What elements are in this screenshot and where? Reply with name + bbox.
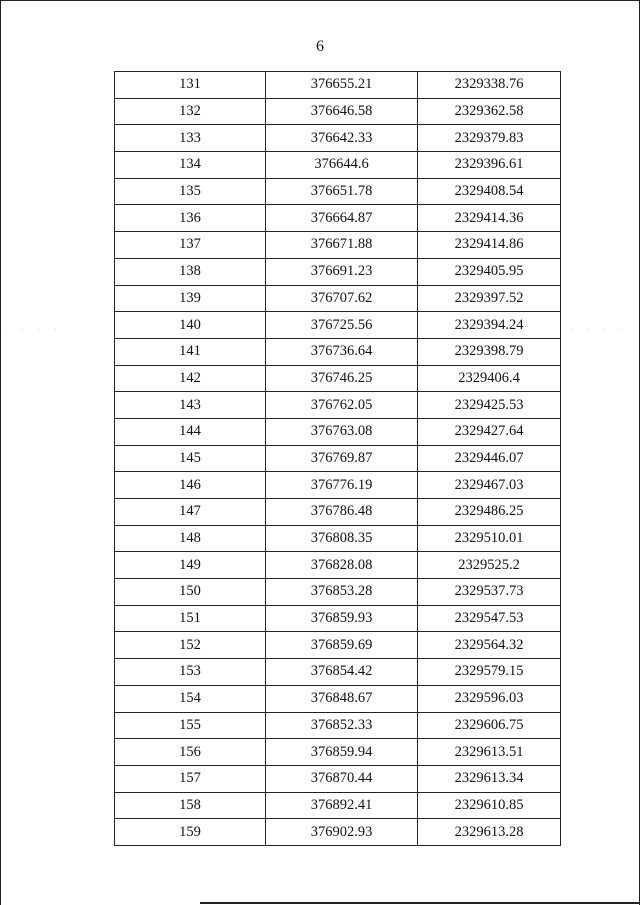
table-row <box>115 258 561 285</box>
point-number-cell: 157 <box>115 765 266 792</box>
point-number-cell: 142 <box>115 365 266 392</box>
table-row <box>115 445 561 472</box>
y-coordinate-cell: 2329362.58 <box>418 98 561 125</box>
scan-artifact-right: · · · · <box>570 326 629 335</box>
x-coordinate-cell: 376828.08 <box>266 552 418 579</box>
y-coordinate-cell: 2329564.32 <box>418 632 561 659</box>
point-number-cell: 148 <box>115 525 266 552</box>
x-coordinate-cell: 376808.35 <box>266 525 418 552</box>
table-row <box>115 72 561 99</box>
table-row <box>115 499 561 526</box>
y-coordinate-cell: 2329446.07 <box>418 445 561 472</box>
x-coordinate-cell: 376707.62 <box>266 285 418 312</box>
table-row <box>115 285 561 312</box>
point-number-cell: 145 <box>115 445 266 472</box>
coordinates-table <box>114 71 561 846</box>
x-coordinate-cell: 376763.08 <box>266 418 418 445</box>
table-row <box>115 632 561 659</box>
y-coordinate-cell: 2329467.03 <box>418 472 561 499</box>
table-row <box>115 232 561 259</box>
point-number-cell: 150 <box>115 579 266 606</box>
y-coordinate-cell: 2329613.28 <box>418 819 561 846</box>
point-number-cell: 143 <box>115 392 266 419</box>
x-coordinate-cell: 376848.67 <box>266 685 418 712</box>
y-coordinate-cell: 2329486.25 <box>418 499 561 526</box>
x-coordinate-cell: 376853.28 <box>266 579 418 606</box>
y-coordinate-cell: 2329408.54 <box>418 178 561 205</box>
y-coordinate-cell: 2329579.15 <box>418 659 561 686</box>
table-row <box>115 685 561 712</box>
scan-border-left <box>0 0 1 905</box>
point-number-cell: 146 <box>115 472 266 499</box>
point-number-cell: 138 <box>115 258 266 285</box>
table-row <box>115 418 561 445</box>
table-row <box>115 312 561 339</box>
point-number-cell: 131 <box>115 72 266 99</box>
point-number-cell: 149 <box>115 552 266 579</box>
x-coordinate-cell: 376664.87 <box>266 205 418 232</box>
point-number-cell: 134 <box>115 152 266 179</box>
table-row <box>115 819 561 846</box>
table-row <box>115 338 561 365</box>
x-coordinate-cell: 376859.69 <box>266 632 418 659</box>
point-number-cell: 156 <box>115 739 266 766</box>
x-coordinate-cell: 376725.56 <box>266 312 418 339</box>
point-number-cell: 136 <box>115 205 266 232</box>
x-coordinate-cell: 376769.87 <box>266 445 418 472</box>
table-row <box>115 712 561 739</box>
table-row <box>115 525 561 552</box>
scan-artifact-left: · · · · <box>4 326 63 335</box>
x-coordinate-cell: 376655.21 <box>266 72 418 99</box>
x-coordinate-cell: 376646.58 <box>266 98 418 125</box>
x-coordinate-cell: 376644.6 <box>266 152 418 179</box>
y-coordinate-cell: 2329613.51 <box>418 739 561 766</box>
point-number-cell: 147 <box>115 499 266 526</box>
coordinates-table-body <box>115 72 561 846</box>
x-coordinate-cell: 376902.93 <box>266 819 418 846</box>
point-number-cell: 158 <box>115 792 266 819</box>
page-number: 6 <box>316 38 324 55</box>
y-coordinate-cell: 2329394.24 <box>418 312 561 339</box>
x-coordinate-cell: 376642.33 <box>266 125 418 152</box>
scan-border-bottom <box>200 902 640 904</box>
point-number-cell: 133 <box>115 125 266 152</box>
y-coordinate-cell: 2329414.86 <box>418 232 561 259</box>
x-coordinate-cell: 376762.05 <box>266 392 418 419</box>
table-row <box>115 659 561 686</box>
x-coordinate-cell: 376746.25 <box>266 365 418 392</box>
y-coordinate-cell: 2329510.01 <box>418 525 561 552</box>
x-coordinate-cell: 376859.94 <box>266 739 418 766</box>
table-row <box>115 605 561 632</box>
y-coordinate-cell: 2329427.64 <box>418 418 561 445</box>
x-coordinate-cell: 376854.42 <box>266 659 418 686</box>
table-row <box>115 765 561 792</box>
table-row <box>115 579 561 606</box>
y-coordinate-cell: 2329537.73 <box>418 579 561 606</box>
table-row <box>115 392 561 419</box>
point-number-cell: 135 <box>115 178 266 205</box>
point-number-cell: 155 <box>115 712 266 739</box>
y-coordinate-cell: 2329525.2 <box>418 552 561 579</box>
y-coordinate-cell: 2329596.03 <box>418 685 561 712</box>
y-coordinate-cell: 2329547.53 <box>418 605 561 632</box>
table-row <box>115 178 561 205</box>
point-number-cell: 141 <box>115 338 266 365</box>
point-number-cell: 159 <box>115 819 266 846</box>
y-coordinate-cell: 2329405.95 <box>418 258 561 285</box>
point-number-cell: 140 <box>115 312 266 339</box>
x-coordinate-cell: 376736.64 <box>266 338 418 365</box>
point-number-cell: 152 <box>115 632 266 659</box>
table-row <box>115 205 561 232</box>
y-coordinate-cell: 2329414.36 <box>418 205 561 232</box>
point-number-cell: 153 <box>115 659 266 686</box>
x-coordinate-cell: 376892.41 <box>266 792 418 819</box>
y-coordinate-cell: 2329396.61 <box>418 152 561 179</box>
point-number-cell: 139 <box>115 285 266 312</box>
table-row <box>115 125 561 152</box>
point-number-cell: 154 <box>115 685 266 712</box>
y-coordinate-cell: 2329610.85 <box>418 792 561 819</box>
y-coordinate-cell: 2329338.76 <box>418 72 561 99</box>
x-coordinate-cell: 376786.48 <box>266 499 418 526</box>
x-coordinate-cell: 376671.88 <box>266 232 418 259</box>
table-row <box>115 472 561 499</box>
x-coordinate-cell: 376852.33 <box>266 712 418 739</box>
x-coordinate-cell: 376859.93 <box>266 605 418 632</box>
y-coordinate-cell: 2329398.79 <box>418 338 561 365</box>
y-coordinate-cell: 2329613.34 <box>418 765 561 792</box>
y-coordinate-cell: 2329425.53 <box>418 392 561 419</box>
scan-border-top <box>0 0 640 1</box>
x-coordinate-cell: 376651.78 <box>266 178 418 205</box>
x-coordinate-cell: 376870.44 <box>266 765 418 792</box>
point-number-cell: 137 <box>115 232 266 259</box>
table-row <box>115 365 561 392</box>
point-number-cell: 132 <box>115 98 266 125</box>
y-coordinate-cell: 2329406.4 <box>418 365 561 392</box>
table-row <box>115 98 561 125</box>
y-coordinate-cell: 2329397.52 <box>418 285 561 312</box>
table-row <box>115 152 561 179</box>
y-coordinate-cell: 2329606.75 <box>418 712 561 739</box>
point-number-cell: 151 <box>115 605 266 632</box>
y-coordinate-cell: 2329379.83 <box>418 125 561 152</box>
x-coordinate-cell: 376691.23 <box>266 258 418 285</box>
table-row <box>115 739 561 766</box>
x-coordinate-cell: 376776.19 <box>266 472 418 499</box>
point-number-cell: 144 <box>115 418 266 445</box>
table-row <box>115 792 561 819</box>
table-row <box>115 552 561 579</box>
